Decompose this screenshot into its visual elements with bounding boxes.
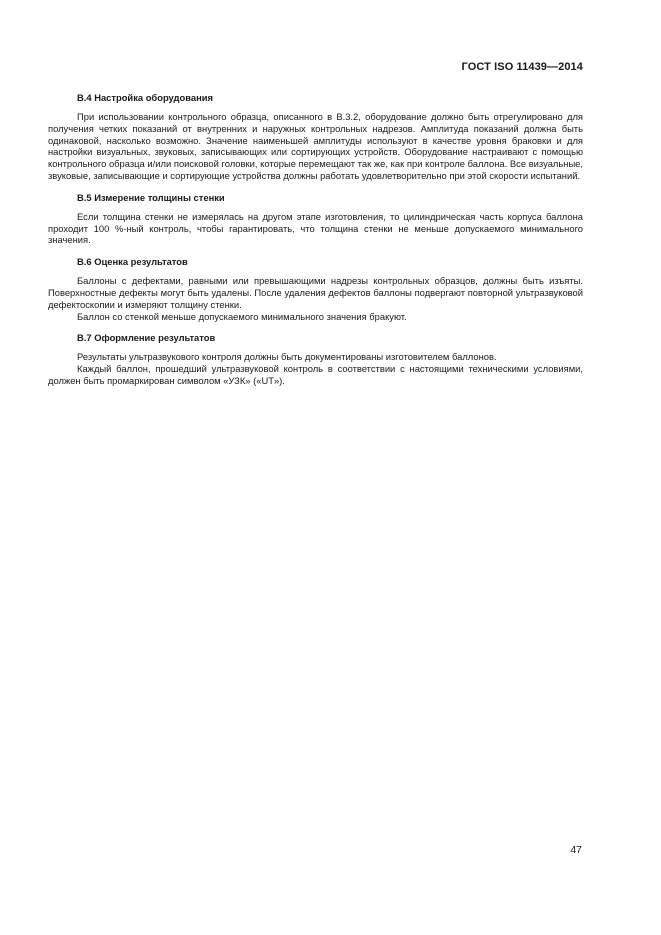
paragraph: Баллон со стенкой меньше допускаемого минимального значения бракуют. bbox=[77, 310, 407, 322]
document-code: ГОСТ ISO 11439—2014 bbox=[461, 61, 583, 73]
section-heading: B.5 Измерение толщины стенки bbox=[77, 191, 225, 203]
paragraph: Результаты ультразвукового контроля должны быть документированы изготовителем баллонов. bbox=[77, 351, 497, 363]
section-b7 bbox=[48, 332, 583, 386]
page-number: 47 bbox=[570, 844, 582, 856]
section-heading: B.4 Настройка оборудования bbox=[77, 92, 213, 103]
page-content bbox=[48, 92, 583, 397]
paragraph: Баллоны с дефектами, равными или превышающими надрезы контрольных образцов, должны быть изъяты. Поверхностные дефекты могут быть удалены. После удаления дефектов баллоны подвергают повторной ультразвуковой дефектоскопии и измеряют толщину стенки. bbox=[48, 275, 583, 310]
paragraph: При использовании контрольного образца, описанного в В.3.2, оборудование должно быть отрегулировано для получения четких показаний от внутренних и наружных контрольных надрезов. Амплитуда показаний должна быть одинаковой, насколько возможно. Значение наименьшей амплитуды используют в качестве уровня браковки и для настройки визуальных, звуковых, записывающих или сортирующих устройств. Оборудование настраивают с помощью контрольного образца и/или поисковой головки, которые перемещают так же, как при контроле баллона. Все визуальные, звуковые, записывающие и сортирующие устройства должны работать удовлетворительно при этой скорости испытаний. bbox=[48, 111, 583, 181]
section-heading: B.6 Оценка результатов bbox=[77, 256, 188, 268]
section-b6 bbox=[48, 256, 583, 322]
section-b5 bbox=[48, 192, 583, 246]
paragraph: Если толщина стенки не измерялась на другом этапе изготовления, то цилиндрическая часть корпуса баллона проходит 100 %-ный контроль, чтобы гарантировать, что толщина стенки не меньше допускаемого минимального значения. bbox=[48, 210, 583, 246]
paragraph: Каждый баллон, прошедший ультразвуковой контроль в соответствии с настоящими техническими условиями, должен быть промаркирован символом «УЗК» («UT»). bbox=[48, 363, 583, 386]
section-b4 bbox=[48, 92, 583, 182]
section-heading: B.7 Оформление результатов bbox=[77, 332, 216, 344]
